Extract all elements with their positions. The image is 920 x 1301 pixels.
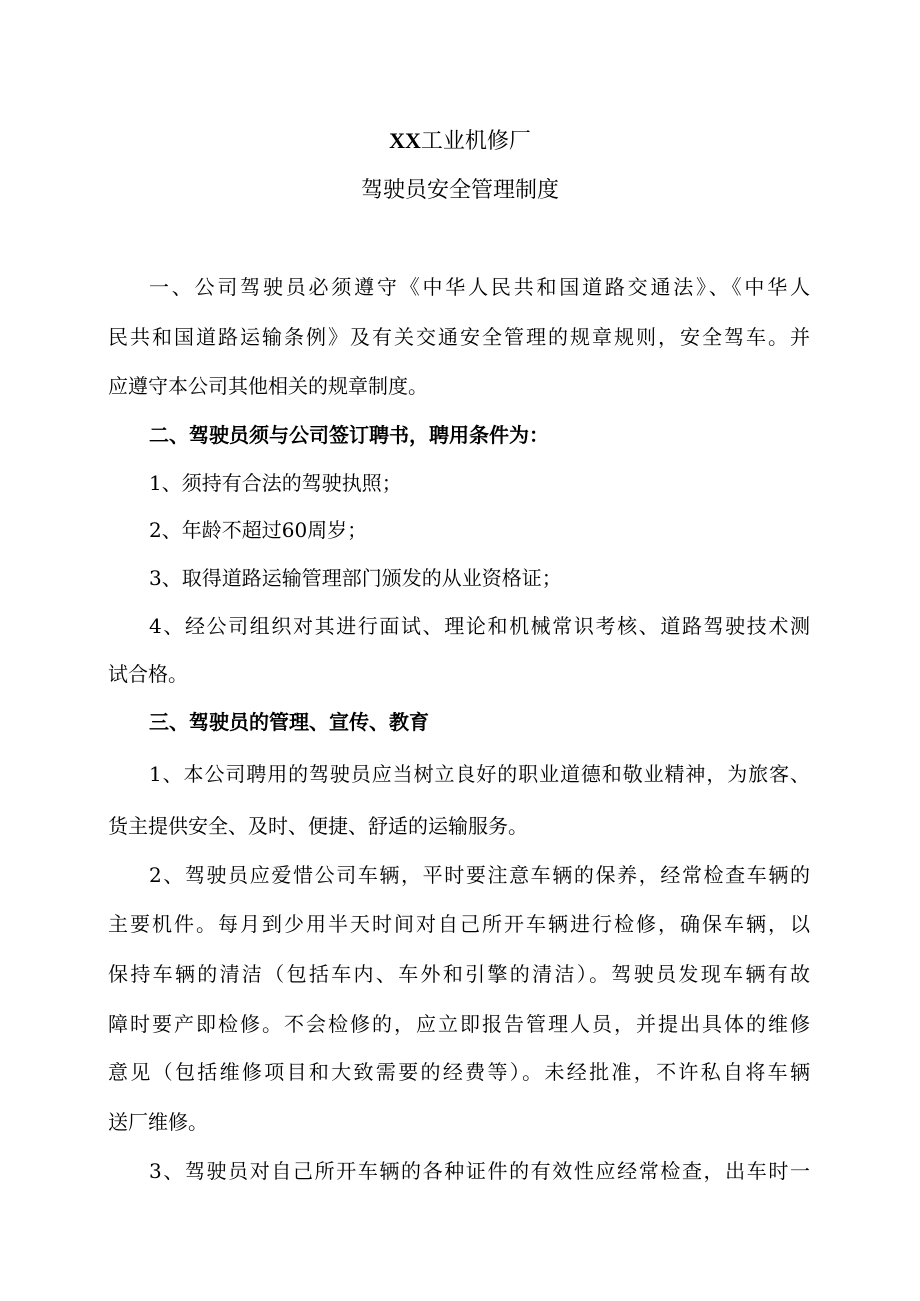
list-item: 1、本公司聘用的驾驶员应当树立良好的职业道德和敬业精神，为旅客、 xyxy=(149,762,810,786)
paragraph-line: 送厂维修。 xyxy=(108,1110,208,1134)
section-heading: 二、驾驶员须与公司签订聘书，聘用条件为： xyxy=(149,423,549,447)
document-title xyxy=(0,126,920,157)
paragraph-line: 应遵守本公司其他相关的规章制度。 xyxy=(108,374,428,398)
paragraph-line: 一、公司驾驶员必须遵守《中华人民共和国道路交通法》、《中华人 xyxy=(149,275,810,299)
paragraph-line: 货主提供安全、及时、便捷、舒适的运输服务。 xyxy=(108,814,528,838)
title-suffix: 工业机修厂 xyxy=(420,129,531,154)
paragraph-line: 保持车辆的清洁（包括车内、车外和引擎的清洁）。驾驶员发现车辆有故 xyxy=(108,962,810,986)
list-item: 2、年龄不超过60周岁； xyxy=(149,518,368,542)
paragraph-line: 意见（包括维修项目和大致需要的经费等）。未经批准，不许私自将车辆 xyxy=(108,1060,810,1084)
list-item: 4、经公司组织对其进行面试、理论和机械常识考核、道路驾驶技术测 xyxy=(149,614,810,638)
list-item: 3、驾驶员对自己所开车辆的各种证件的有效性应经常检查，出车时一 xyxy=(149,1159,810,1183)
paragraph-line: 障时要产即检修。不会检修的，应立即报告管理人员，并提出具体的维修 xyxy=(108,1012,810,1036)
list-item: 3、取得道路运输管理部门颁发的从业资格证； xyxy=(149,566,562,590)
list-item: 2、驾驶员应爱惜公司车辆，平时要注意车辆的保养，经常检查车辆的 xyxy=(149,863,810,887)
title-prefix: XX xyxy=(389,128,421,153)
section-heading: 三、驾驶员的管理、宣传、教育 xyxy=(149,710,429,734)
paragraph-line: 民共和国道路运输条例》及有关交通安全管理的规章规则，安全驾车。并 xyxy=(108,325,810,349)
paragraph-line: 试合格。 xyxy=(108,662,188,686)
list-item: 1、须持有合法的驾驶执照； xyxy=(149,471,402,495)
document-subtitle: 驾驶员安全管理制度 xyxy=(360,178,559,203)
paragraph-line: 主要机件。每月到少用半天时间对自己所开车辆进行检修，确保车辆，以 xyxy=(108,912,810,936)
